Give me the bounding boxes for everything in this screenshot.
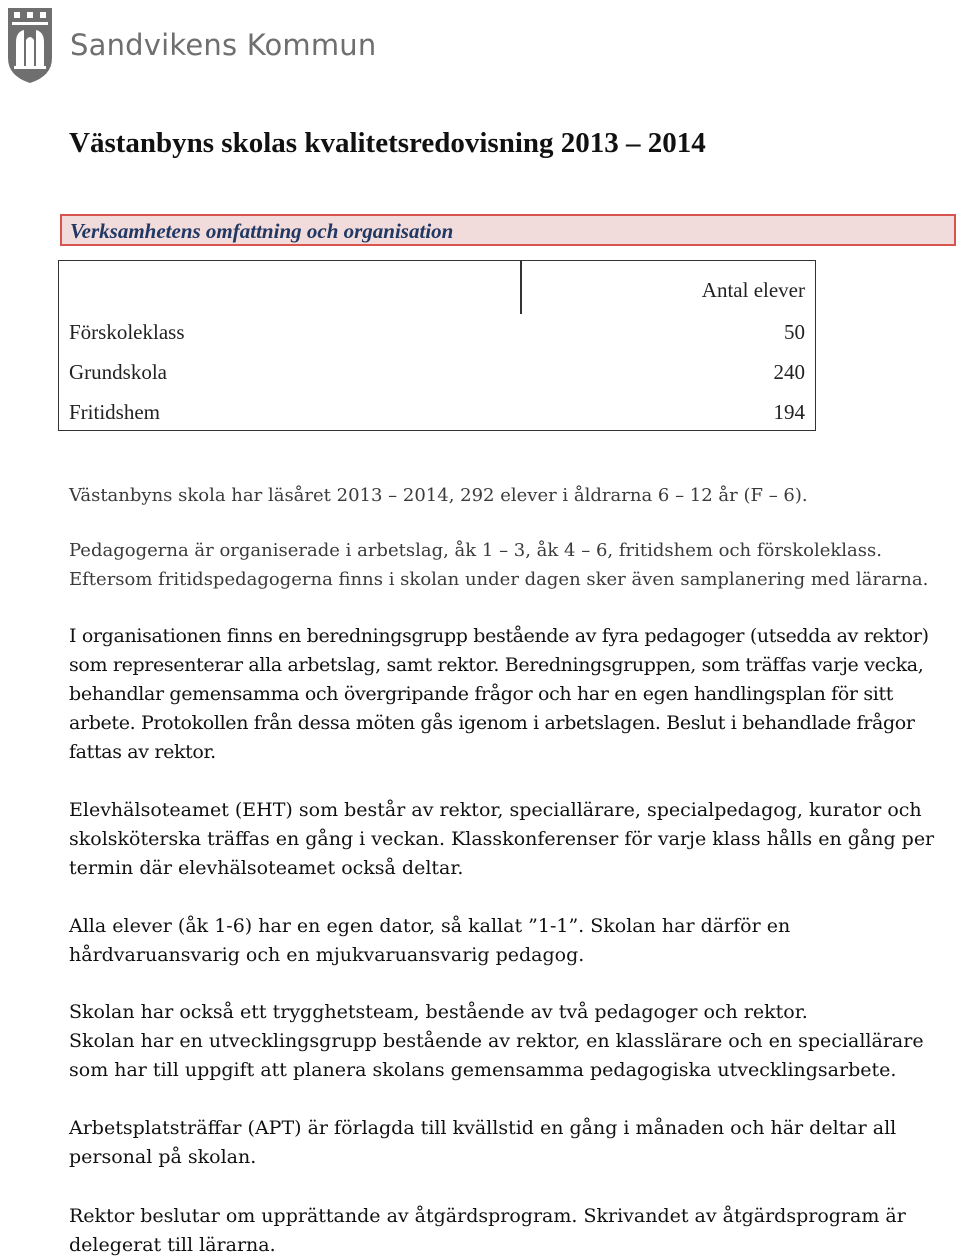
- table-column-header: Antal elever: [701, 278, 805, 302]
- section-heading: [60, 214, 956, 246]
- paragraph-workplace-meetings: Arbetsplatsträffar (APT) är förlagda till kvällstid en gång i månaden och här deltar all personal på skolan.: [69, 1117, 897, 1168]
- paragraph-enrollment: Västanbyns skola har läsåret 2013 – 2014, 292 elever i åldrarna 6 – 12 år (F – 6).: [69, 485, 808, 506]
- table-row-value: 50: [784, 320, 805, 344]
- paragraph-preparation-group: I organisationen finns en beredningsgrupp bestående av fyra pedagoger (utsedda av rektor) som representerar alla arbetslag, samt rektor. Beredningsgruppen, som träffas varje vecka, behandlar gemensamma och övergripande frågor och har en egen handlingsplan för sitt arbete. Protokollen från dessa möten gås igenom i arbetslagen. Beslut i behandlade frågor fattas av rektor.: [69, 625, 929, 763]
- coat-of-arms-icon: [6, 6, 54, 84]
- paragraph-work-teams: Pedagogerna är organiserade i arbetslag, åk 1 – 3, åk 4 – 6, fritidshem och förskoleklass. Eftersom fritidspedagogerna finns i skolan under dagen sker även samplanering med lärarna.: [69, 540, 929, 590]
- paragraph-safety-team: Skolan har också ett trygghetsteam, bestående av två pedagoger och rektor.: [69, 1001, 808, 1023]
- section-heading-text: Verksamhetens omfattning och organisation: [70, 219, 454, 243]
- org-name: Sandvikens Kommun: [70, 28, 377, 62]
- paragraph-development-group: Skolan har en utvecklingsgrupp bestående av rektor, en klasslärare och en speciallärare som har till uppgift att planera skolans gemensamma pedagogiska utvecklingsarbete.: [69, 1030, 924, 1081]
- table-column-divider: [520, 261, 522, 314]
- table-row-label: Fritidshem: [69, 400, 161, 424]
- document-title: Västanbyns skolas kvalitetsredovisning 2013 – 2014: [69, 127, 706, 159]
- table-row-value: 240: [773, 360, 805, 384]
- student-count-table: [58, 260, 816, 431]
- paragraph-student-health: Elevhälsoteamet (EHT) som består av rektor, speciallärare, specialpedagog, kurator och skolsköterska träffas en gång i veckan. Klasskonferenser för varje klass hålls en gång per termin där elevhälsoteamet också deltar.: [69, 799, 935, 879]
- table-row-label: Grundskola: [69, 360, 167, 384]
- paragraph-computers: Alla elever (åk 1-6) har en egen dator, så kallat ”1-1”. Skolan har därför en hårdvaruansvarig och en mjukvaruansvarig pedagog.: [69, 915, 791, 966]
- table-row-label: Förskoleklass: [69, 320, 185, 344]
- paragraph-action-programs: Rektor beslutar om upprättande av åtgärdsprogram. Skrivandet av åtgärdsprogram är delegerat till lärarna.: [69, 1205, 906, 1256]
- header-logo: [6, 3, 377, 87]
- table-row-value: 194: [773, 400, 805, 424]
